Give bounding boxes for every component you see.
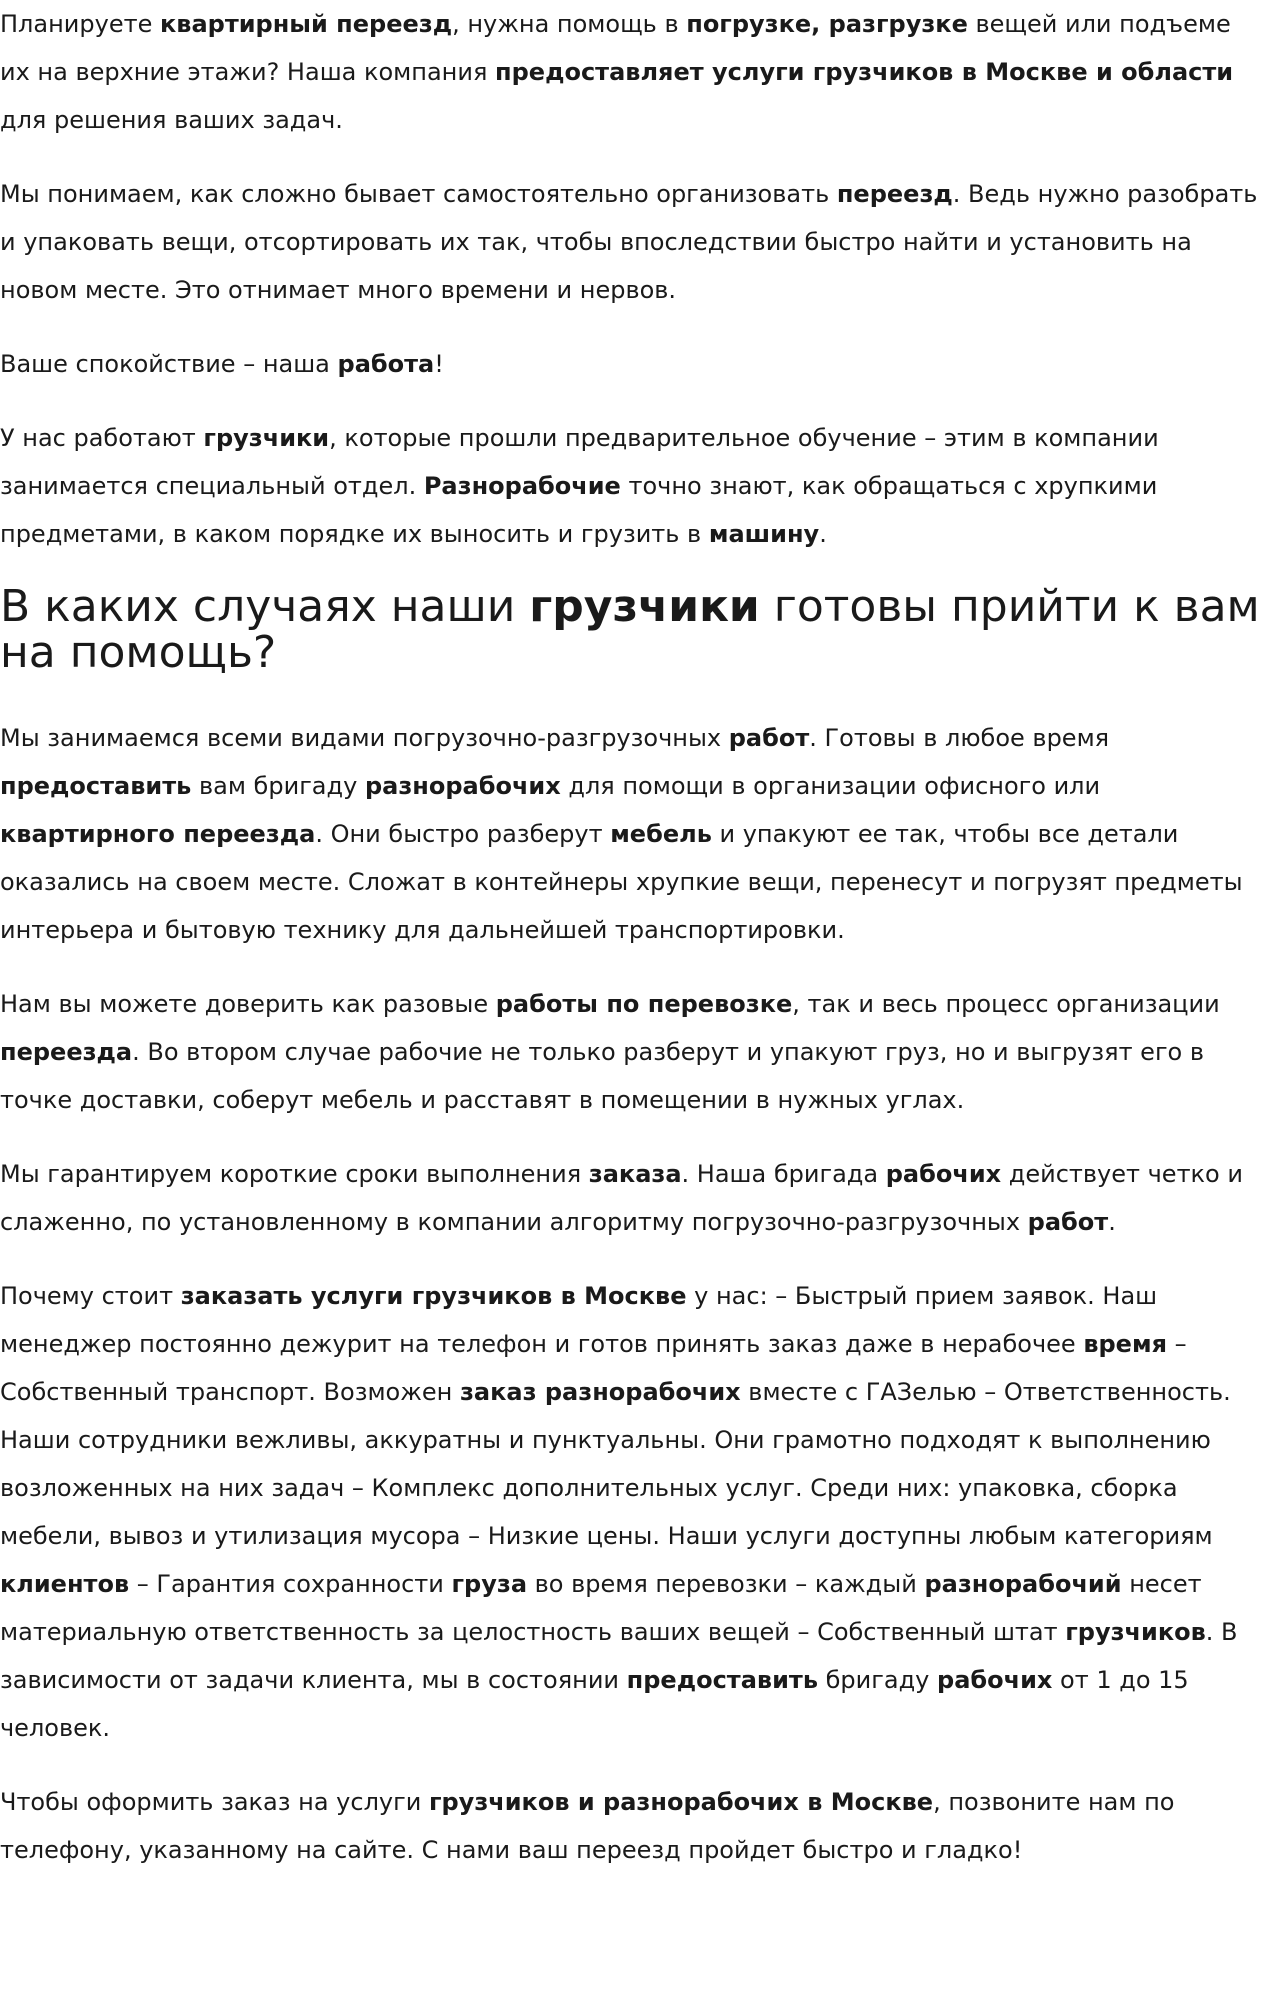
bold-text: разнорабочий xyxy=(924,1570,1122,1598)
text-run: . xyxy=(819,520,827,548)
text-run: . Готовы в любое время xyxy=(809,724,1110,752)
bold-text: мебель xyxy=(610,820,712,848)
text-run: от 1 до 15 человек. xyxy=(0,1666,1189,1742)
paragraph-2 xyxy=(0,170,1264,314)
text-run: бригаду xyxy=(818,1666,938,1694)
bold-text: машину xyxy=(708,520,820,548)
text-run: . Они быстро разберут xyxy=(315,820,611,848)
paragraph-3 xyxy=(0,340,1264,388)
bold-text: работ xyxy=(728,724,810,752)
paragraph-1 xyxy=(0,0,1264,144)
text-run: для помощи в организации офисного или xyxy=(560,772,1101,800)
text-run: . Во втором случае рабочие не только разберут и упакуют груз, но и выгрузят его в точке доставки, соберут мебель и расставят в помещении в нужных углах. xyxy=(0,1038,1205,1114)
bold-text: заказ разнорабочих xyxy=(459,1378,741,1406)
bold-text: предоставляет услуги грузчиков в Москве и области xyxy=(495,58,1234,86)
bold-text: клиентов xyxy=(0,1570,130,1598)
bold-text: груза xyxy=(451,1570,528,1598)
text-run: вместе с ГАЗелью – Ответственность. Наши сотрудники вежливы, аккуратны и пунктуальны. Они грамотно подходят к выполнению возложенных на них задач – Комплекс дополнительных услуг. Среди них: упаковка, сборка мебели, вывоз и утилизация мусора – Низкие цены. Наши услуги доступны любым категориям xyxy=(0,1378,1231,1550)
bold-text: работ xyxy=(1027,1208,1109,1236)
bold-text: работы по перевозке xyxy=(495,990,793,1018)
bold-text: разнорабочих xyxy=(364,772,561,800)
text-run: вам бригаду xyxy=(191,772,365,800)
text-run: Почему стоит xyxy=(0,1282,181,1310)
text-run: во время перевозки – каждый xyxy=(527,1570,925,1598)
bold-text: предоставить xyxy=(626,1666,818,1694)
text-run: Мы занимаемся всеми видами погрузочно-разгрузочных xyxy=(0,724,729,752)
bold-text: Разнорабочие xyxy=(423,472,621,500)
text-run: ! xyxy=(434,350,444,378)
bold-text: грузчики xyxy=(529,581,760,632)
text-run: – Собственный транспорт. Возможен xyxy=(0,1330,1187,1406)
text-run: , нужна помощь в xyxy=(452,10,687,38)
bold-text: переезд xyxy=(836,180,953,208)
text-run: готовы прийти к вам на помощь? xyxy=(0,581,1260,678)
text-run: В каких случаях наши xyxy=(0,581,530,632)
text-run: Ваше спокойствие – наша xyxy=(0,350,338,378)
text-run: Мы гарантируем короткие сроки выполнения xyxy=(0,1160,589,1188)
paragraph-9 xyxy=(0,1778,1264,1874)
text-run: Нам вы можете доверить как разовые xyxy=(0,990,496,1018)
section-heading xyxy=(0,581,1264,678)
text-run: несет материальную ответственность за целостность ваших вещей – Собственный штат xyxy=(0,1570,1202,1646)
bold-text: грузчики xyxy=(203,424,330,452)
text-run: точно знают, как обращаться с хрупкими предметами, в каком порядке их выносить и грузить в xyxy=(0,472,1158,548)
bold-text: заказа xyxy=(588,1160,682,1188)
bold-text: время xyxy=(1083,1330,1167,1358)
text-run: , которые прошли предварительное обучение – этим в компании занимается специальный отдел. xyxy=(0,424,1159,500)
text-run: . xyxy=(1108,1208,1116,1236)
text-run: действует четко и слаженно, по установленному в компании алгоритму погрузочно-разгрузочных xyxy=(0,1160,1243,1236)
bold-text: погрузке, разгрузке xyxy=(686,10,968,38)
text-run: – Гарантия сохранности xyxy=(129,1570,452,1598)
bold-text: заказать услуги грузчиков в Москве xyxy=(180,1282,687,1310)
paragraph-8 xyxy=(0,1272,1264,1752)
bold-text: рабочих xyxy=(937,1666,1053,1694)
text-run: у нас: – Быстрый прием заявок. Наш менеджер постоянно дежурит на телефон и готов принять заказ даже в нерабочее xyxy=(0,1282,1158,1358)
bold-text: рабочих xyxy=(885,1160,1002,1188)
bold-text: работа xyxy=(337,350,435,378)
text-run: Мы понимаем, как сложно бывает самостоятельно организовать xyxy=(0,180,837,208)
paragraph-4 xyxy=(0,414,1264,558)
text-run: Планируете xyxy=(0,10,160,38)
bold-text: квартирный переезд xyxy=(159,10,453,38)
bold-text: грузчиков и разнорабочих в Москве xyxy=(428,1788,934,1816)
text-run: , так и весь процесс организации xyxy=(792,990,1220,1018)
text-run: вещей или подъеме их на верхние этажи? Наша компания xyxy=(0,10,1231,86)
paragraph-7 xyxy=(0,1150,1264,1246)
bold-text: квартирного переезда xyxy=(0,820,316,848)
bold-text: переезда xyxy=(0,1038,133,1066)
paragraph-6 xyxy=(0,980,1264,1124)
text-run: У нас работают xyxy=(0,424,204,452)
paragraph-5 xyxy=(0,714,1264,954)
text-run: и упакуют ее так, чтобы все детали оказались на своем месте. Сложат в контейнеры хрупкие вещи, перенесут и погрузят предметы интерьера и бытовую технику для дальнейшей транспортировки. xyxy=(0,820,1243,944)
text-run: . Наша бригада xyxy=(681,1160,886,1188)
text-run: . В зависимости от задачи клиента, мы в состоянии xyxy=(0,1618,1238,1694)
bold-text: предоставить xyxy=(0,772,192,800)
text-run: для решения ваших задач. xyxy=(0,106,343,134)
text-run: Чтобы оформить заказ на услуги xyxy=(0,1788,429,1816)
bold-text: грузчиков xyxy=(1065,1618,1206,1646)
text-run: . Ведь нужно разобрать и упаковать вещи, отсортировать их так, чтобы впоследствии быстро найти и установить на новом месте. Это отнимает много времени и нервов. xyxy=(0,180,1258,304)
text-run: , позвоните нам по телефону, указанному на сайте. С нами ваш переезд пройдет быстро и гладко! xyxy=(0,1788,1175,1864)
